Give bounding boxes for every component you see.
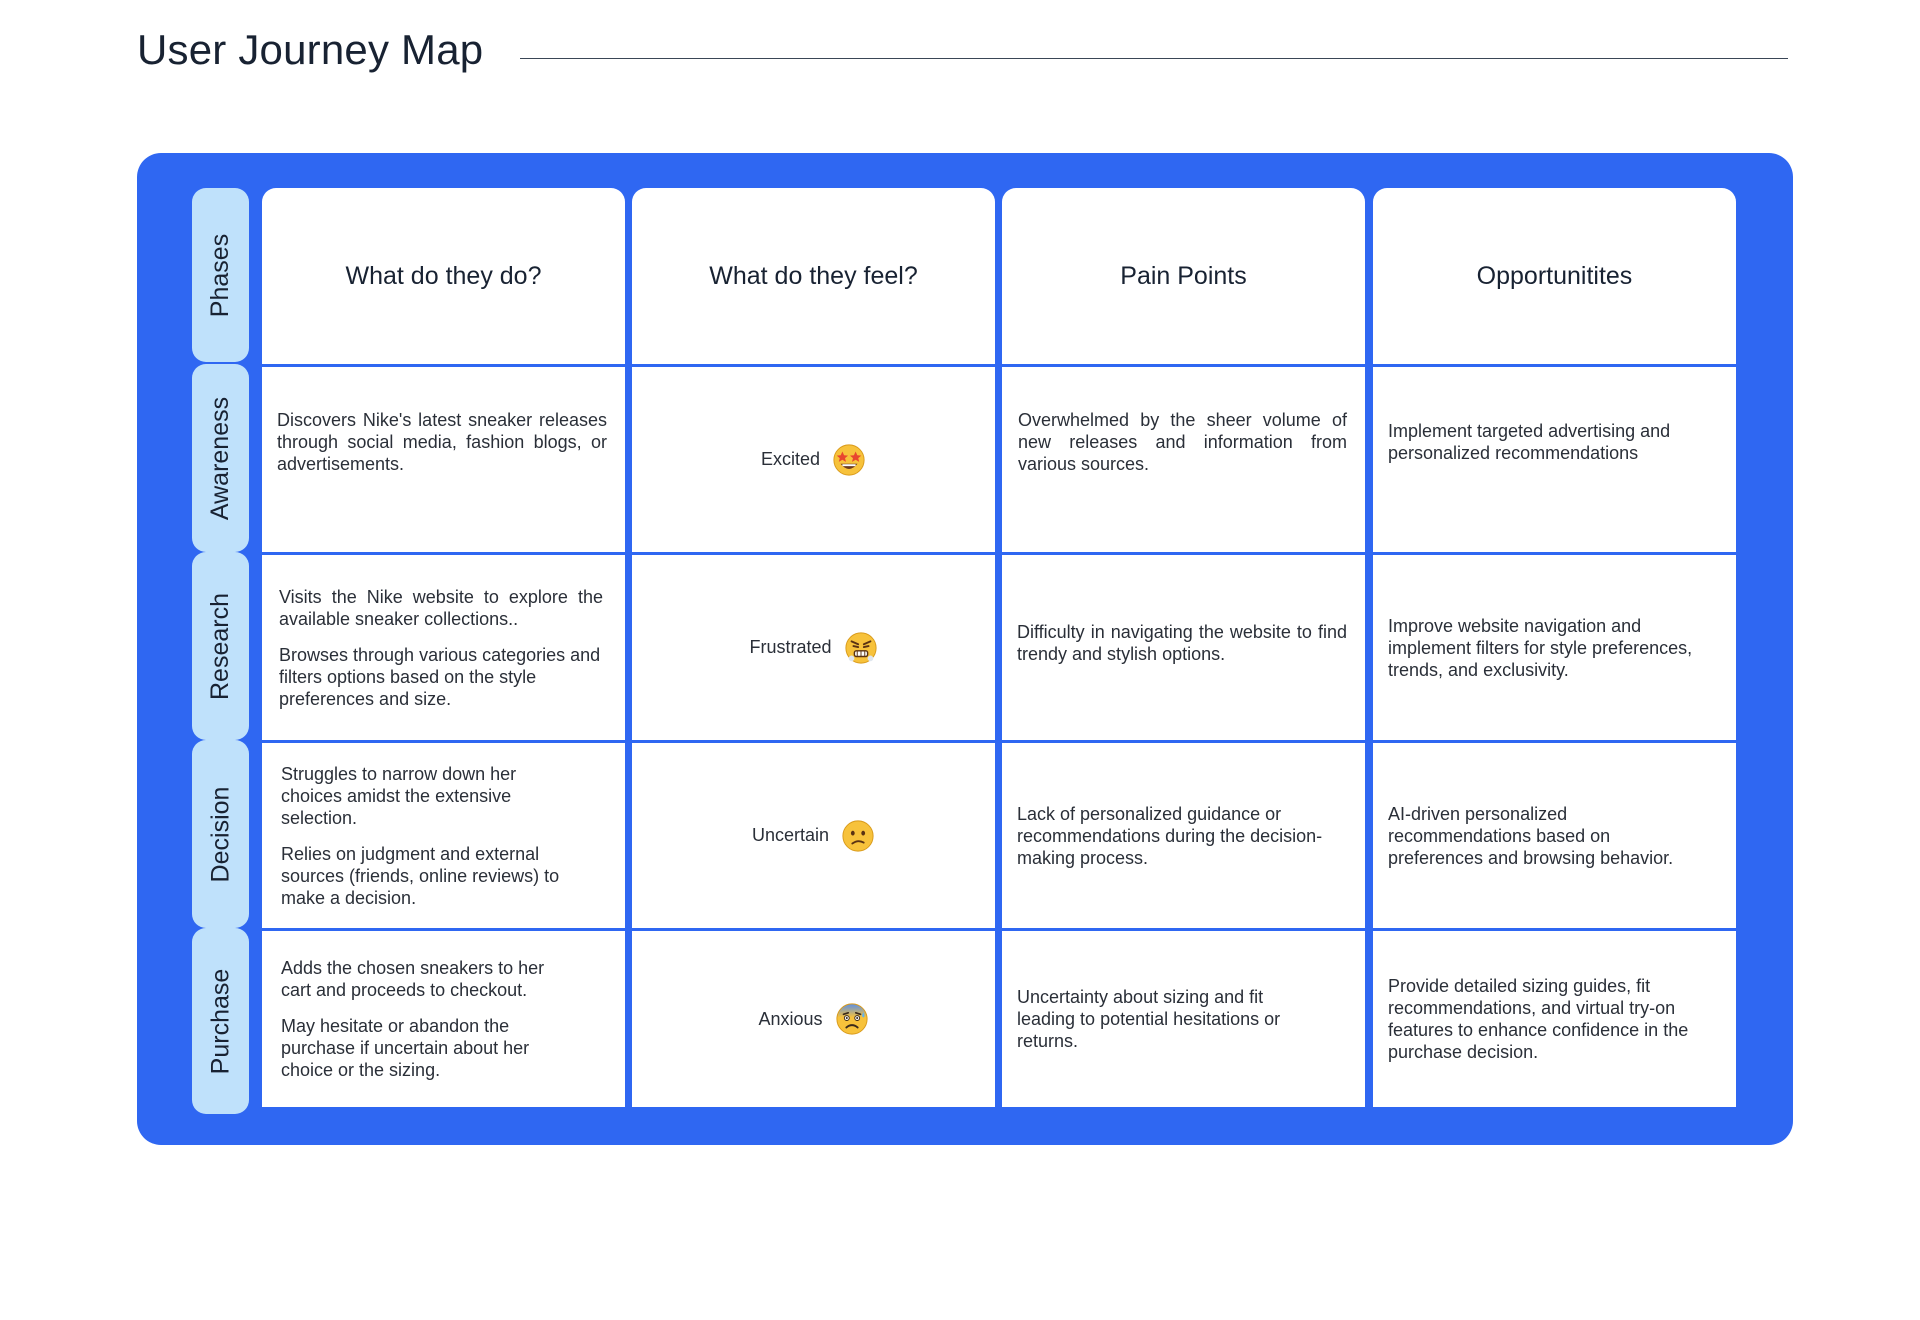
opportunity-text: Provide detailed sizing guides, fit recommendations, and virtual try-on features to enhance confidence in the purchase decision. [1388, 976, 1689, 1062]
do-cell-purchase [262, 928, 625, 1107]
pain-text: Difficulty in navigating the website to find trendy and stylish options. [1017, 621, 1347, 664]
phase-label-decision: Decision [206, 786, 234, 882]
pain-cell-awareness [1002, 364, 1365, 552]
opportunity-cell-decision [1373, 740, 1736, 928]
pain-cell-purchase [1002, 928, 1365, 1107]
column-pain-points [1002, 188, 1365, 1107]
column-header-opportunities: Opportunitites [1476, 261, 1633, 290]
feeling-label: Anxious [758, 1008, 823, 1029]
feel-cell-decision [632, 740, 995, 928]
do-text: Discovers Nike's latest sneaker releases through social media, fashion blogs, or advertisements. [277, 409, 607, 474]
column-what-do-they-feel [632, 188, 995, 1107]
opportunity-text: Implement targeted advertising and personalized recommendations [1388, 420, 1671, 463]
page-title: User Journey Map [137, 26, 484, 73]
phase-label-research: Research [206, 592, 234, 700]
phase-label-phases: Phases [206, 233, 235, 317]
column-opportunities [1373, 188, 1736, 1107]
pain-text: Lack of personalized guidance or recommendations during the decision-making process. [1017, 803, 1323, 868]
phase-tab-research [192, 552, 249, 740]
do-text: Visits the Nike website to explore the available sneaker collections.. [279, 586, 603, 629]
feel-cell-awareness [632, 364, 995, 552]
do-text: Relies on judgment and external sources (friends, online reviews) to make a decision. [281, 843, 560, 908]
pain-text: Uncertainty about sizing and fit leading to potential hesitations or returns. [1017, 987, 1281, 1051]
opportunity-cell-research [1373, 552, 1736, 740]
do-cell-research [262, 552, 625, 740]
column-header-feel: What do they feel? [709, 261, 918, 290]
phase-label-purchase: Purchase [206, 968, 234, 1074]
do-text: Adds the chosen sneakers to her cart and proceeds to checkout. [281, 958, 545, 1000]
confused-emoji-icon [841, 819, 875, 853]
do-cell-awareness [262, 364, 625, 552]
phase-tab-phases [192, 188, 249, 362]
phase-label-awareness: Awareness [206, 396, 234, 520]
column-what-do-they-do [262, 188, 625, 1107]
frustrated-emoji-icon [844, 631, 878, 665]
do-cell-decision [262, 740, 625, 928]
opportunity-text: Improve website navigation and implement filters for style preferences, trends, and exclusivity. [1388, 615, 1693, 680]
feeling-label: Uncertain [751, 825, 830, 845]
opportunity-cell-awareness [1373, 364, 1736, 552]
feeling-label: Excited [760, 449, 821, 469]
title-divider [520, 58, 1788, 59]
phase-tab-awareness [192, 364, 249, 552]
phase-tab-purchase [192, 928, 249, 1114]
feeling-label: Frustrated [749, 637, 832, 657]
opportunity-text: AI-driven personalized recommendations based on preferences and browsing behavior. [1388, 803, 1674, 868]
opportunity-cell-purchase [1373, 928, 1736, 1107]
do-text: Browses through various categories and filters options based on the style preferences and size. [279, 644, 601, 709]
column-header-pain-points: Pain Points [1120, 261, 1247, 290]
column-header-do: What do they do? [345, 261, 542, 290]
do-text: May hesitate or abandon the purchase if uncertain about her choice or the sizing. [281, 1016, 530, 1080]
pain-cell-research [1002, 552, 1365, 740]
pain-cell-decision [1002, 740, 1365, 928]
feel-cell-research [632, 552, 995, 740]
feel-cell-purchase [632, 928, 995, 1107]
star-struck-emoji-icon [832, 443, 866, 477]
phase-tab-decision [192, 740, 249, 928]
pain-text: Overwhelmed by the sheer volume of new releases and information from various sources. [1018, 409, 1347, 474]
anxious-sweat-emoji-icon [835, 1002, 869, 1036]
do-text: Struggles to narrow down her choices amidst the extensive selection. [281, 763, 517, 828]
